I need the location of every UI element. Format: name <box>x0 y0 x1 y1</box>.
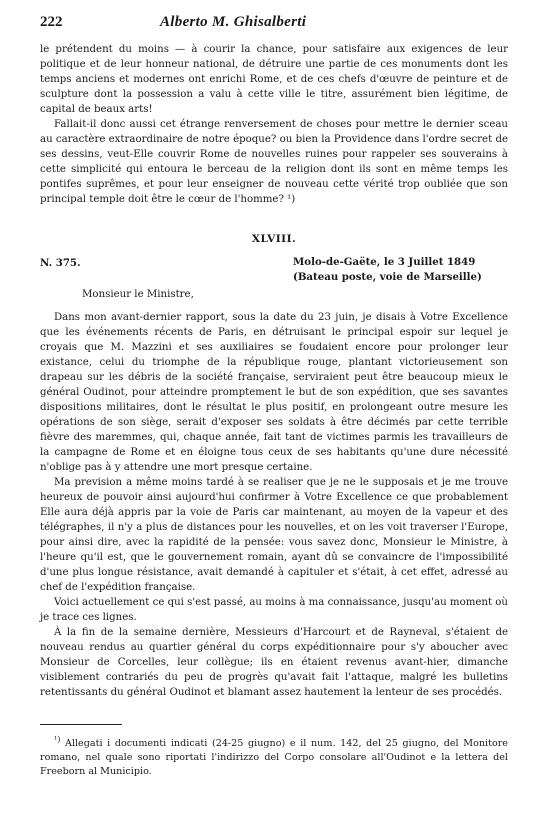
intro-paragraph-1: le prétendent du moins — à courir la chance, pour satisfaire aux exigences de leur politique et de leur honneur national, de détruire une partie de ces monuments dont les temps anciens et modernes ont enrichi Rome, et de ces chefs d'œuvre de peinture et de sculpture dont la possession a valu à cette ville le titre, assurément bien légitime, de capital de beaux arts! <box>40 44 508 115</box>
running-head: Alberto M. Ghisalberti <box>160 14 307 30</box>
page-number: 222 <box>40 14 63 30</box>
footnote <box>40 734 508 779</box>
footnote-paragraph <box>40 734 508 779</box>
footnote-divider <box>40 724 122 725</box>
section-title: XLVIII. <box>251 233 297 245</box>
letter-dateline <box>293 255 508 285</box>
letter-salutation: Monsieur le Ministre, <box>82 289 194 300</box>
letter-heading <box>40 255 508 285</box>
letter-paragraph-1: Dans mon avant-dernier rapport, sous la date du 23 juin, je disais à Votre Excellence que les événements récents de Paris, en détruisant le principal espoir sur lequel je croyais que M. Mazzini et ses auxiliaires se foudaient encore pour prolonger leur existance, celui du triomphe de la république rouge, plantant victorieusement son drapeau sur les débris de la société française, serviraient peut être beaucoup mieux le général Oudinot, pour atteindre promptement le but de son expédition, que ses savantes dispositions militaires, dont le résultat le plus positif, en prolongeant outre mesure les opérations de son siège, serait d'exposer ses soldats à être décimés par cette terrible fièvre des maremmes, qui, chaque année, fait tant de victimes parmis les travailleurs de la campagne de Rome et en éloigne tous ceux de ses habitants qu'une dure nécessité n'oblige pas à y attendre une mort presque certaine. <box>40 312 508 473</box>
letter-paragraph-2: Ma prevision a même moins tardé à se realiser que je ne le supposais et je me trouve heureux de pouvoir ainsi aujourd'hui confirmer à Votre Excellence ce que probablement Elle aura déjà appris par la voie de Paris car maintenant, au moyen de la vapeur et des télégraphes, il n'y a plus de distances pour les nouvelles, et on les voit traverser l'Europe, pour ainsi dire, avec la rapidité de la pensée: vous savez donc, Monsieur le Ministre, à l'heure qu'il est, que le gouvernement romain, ayant dû se convaincre de l'impossibilité d'une plus longue résistance, avait demandé à capituler et s'était, à cet effet, adressé au chef de l'expédition française. <box>40 477 508 593</box>
footnote-text: Allegati i documenti indicati (24-25 giugno) e il num. 142, del 25 giugno, del Monitore romano, nel quale sono riportati l'indirizzo del Corpo consolare all'Oudinot e la lettera del Freeborn al Municipio. <box>40 738 508 777</box>
dateline-route: (Bateau poste, voie de Marseille) <box>293 271 482 283</box>
intro-paragraph-2: Fallait-il donc aussi cet étrange renversement de choses pour mettre le dernier sceau au caractère extraordinaire de notre époque? ou bien la Providence dans l'ordre secret de ses dessins, veut-Elle couvrir Rome de nouvelles ruines pour rappeler ses souverains à cette simplicité qui entoura le berceau de la religion dont ils sont en même temps les pontifes suprêmes, et pour leur enseigner de nouveau cette vérité trop oubliée que son principal temple doit être le cœur de l'homme? ¹) <box>40 119 508 205</box>
dateline-place-date: Molo-de-Gaëte, le 3 Juillet 1849 <box>293 256 476 268</box>
letter-paragraph-4: À la fin de la semaine dernière, Messieurs d'Harcourt et de Rayneval, s'étaient de nouveau rendus au quartier général du corps expéditionnaire pour s'y aboucher avec Monsieur de Corcelles, leur collègue; ils en étaient revenus avant-hier, dimanche visiblement contrariés du peu de progrès qu'avait fait l'attaque, malgré les bulletins retentissants du général Oudinot et blamant assez hautement la lenteur de ses procédés. <box>40 627 508 698</box>
letter-paragraph-3: Voici actuellement ce qui s'est passé, au moins à ma connaissance, jusqu'au moment où je trace ces lignes. <box>40 597 508 623</box>
footnote-marker: ¹) <box>54 734 61 744</box>
page-header <box>40 14 508 36</box>
letter-body <box>40 310 508 700</box>
intro-text <box>40 42 508 207</box>
letter-number: N. 375. <box>40 257 81 269</box>
